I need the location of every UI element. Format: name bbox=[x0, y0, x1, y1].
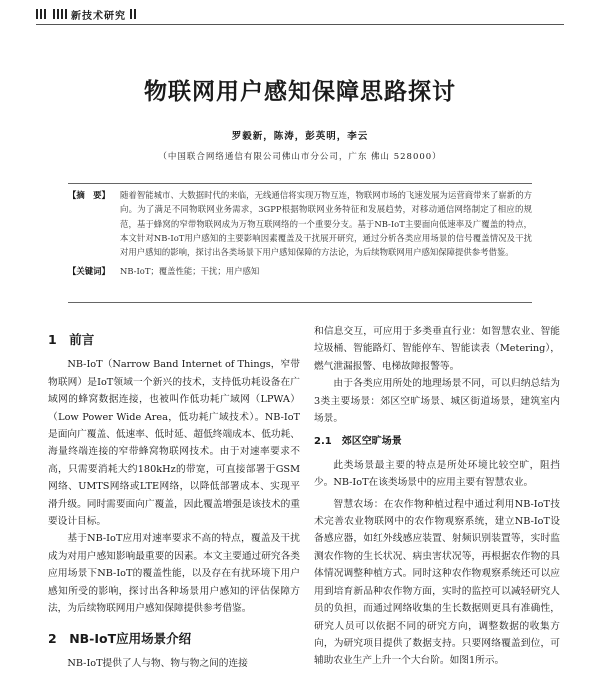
keywords-label: 【关键词】 bbox=[68, 266, 110, 277]
abstract-top-rule bbox=[68, 183, 532, 184]
paragraph: 由于各类应用所处的地理场景不同，可以归纳总结为3类主要场景：郊区空旷场景、城区街道场景，建筑室内场景。 bbox=[314, 378, 560, 425]
right-column bbox=[314, 323, 560, 670]
paragraph: NB-IoT提供了人与物、物与物之间的连接 bbox=[67, 657, 248, 669]
paper-authors: 罗毅新，陈涛，彭英明，李云 bbox=[231, 131, 369, 142]
running-header bbox=[36, 6, 136, 22]
keywords-text: NB-IoT；覆盖性能；干扰；用户感知 bbox=[120, 266, 260, 277]
running-title: 新技术研究 bbox=[71, 10, 126, 22]
abstract-row bbox=[68, 188, 532, 259]
abstract-block bbox=[68, 188, 532, 279]
abstract-bottom-rule bbox=[68, 302, 532, 303]
section-2-1-heading: 2.1 郊区空旷场景 bbox=[314, 436, 402, 448]
paragraph: NB-IoT（Narrow Band Internet of Things，窄带物联网）是IoT领域一个新兴的技术，支持低功耗设备在广域网的蜂窝数据连接，也被叫作低功耗广域网（LPWA）（Low Power Wide Area，低功耗广域技术）。NB-IoT是面向广覆盖、低速率、低时延、超低终端成本、低功耗、海量终端连接的窄带蜂窝物联网技术。由于对速率要求不高，只需要消耗大约180kHz的带宽，可直接部署于GSM网络、UMTS网络或LTE网络，以降低部署成本、实现平滑升级。同时需要面向广覆盖，因此覆盖增强是该技术的重要设计目标。 bbox=[48, 359, 300, 528]
header-bars-icon bbox=[36, 9, 67, 19]
paragraph: 智慧农场：在农作物种植过程中通过利用NB-IoT技术完善农业物联网中的农作物观察系统，建立NB-IoT设备感应器，如红外线感应装置、射频识别装置等，实时监测农作物的生长状况、病虫害状况等，再根据农作物的具体情况调整种植方式。同时这种农作物观察系统还可以应用到培育新品种农作物方面，实时的监控可以减轻研究人员的负担，而通过网络收集的生长数据则更具有准确性，研究人员可以依据不同的研究方向，调整数据的收集方向，为研究项目提供了数据支持。只要网络覆盖到位，可辅助农业生产上升一个大台阶。如图1所示。 bbox=[314, 498, 560, 667]
section-2-heading: 2 NB-IoT应用场景介绍 bbox=[48, 630, 192, 646]
abstract-text: 随着智能城市、大数据时代的来临，无线通信将实现万物互连，物联网市场的飞速发展为运营商带来了崭新的方向。为了满足不同物联网业务需求，3GPP根据物联网业务特征和发展趋势，对移动通信网络制定了相应的规范，基于蜂窝的窄带物联网成为万物互联网络的一个重要分支。基于NB-IoT主要面向低速率及广覆盖的特点，本文针对NB-IoT用户感知的主要影响因素覆盖及干扰展开研究，通过分析各类应用场景的信号覆盖情况及干扰对用户感知的影响，探讨出各类场景下用户感知保障的方法论，为后续物联网用户感知保障提供参考借鉴。 bbox=[120, 190, 532, 258]
left-column bbox=[48, 323, 300, 672]
header-rule bbox=[36, 24, 564, 25]
paper-title: 物联网用户感知保障思路探讨 bbox=[144, 79, 456, 105]
keywords-row bbox=[68, 264, 532, 278]
header-bars-right-icon bbox=[130, 9, 136, 19]
abstract-label: 【摘 要】 bbox=[68, 190, 110, 200]
paragraph: 和信息交互，可应用于多类垂直行业：如智慧农业、智能垃圾桶、智能路灯、智能停车、智能读表（Metering），燃气泄漏报警、电梯故障报警等。 bbox=[314, 326, 560, 372]
paper-affiliation: （中国联合网络通信有限公司佛山市分公司，广东 佛山 528000） bbox=[158, 152, 442, 162]
section-1-heading: 1 前言 bbox=[48, 332, 95, 347]
paragraph: 此类场景最主要的特点是所处环境比较空旷，阻挡少。NB-IoT在该类场景中的应用主要有智慧农业。 bbox=[314, 459, 560, 489]
paragraph: 基于NB-IoT应用对速率要求不高的特点，覆盖及干扰成为对用户感知影响最重要的因素。本文主要通过研究各类应用场景下NB-IoT的覆盖性能，以及存在有扰环境下用户感知所受的影响，探讨出各种场景用户感知的评估保障方法，为后续物联网用户感知保障提供参考借鉴。 bbox=[48, 533, 300, 615]
